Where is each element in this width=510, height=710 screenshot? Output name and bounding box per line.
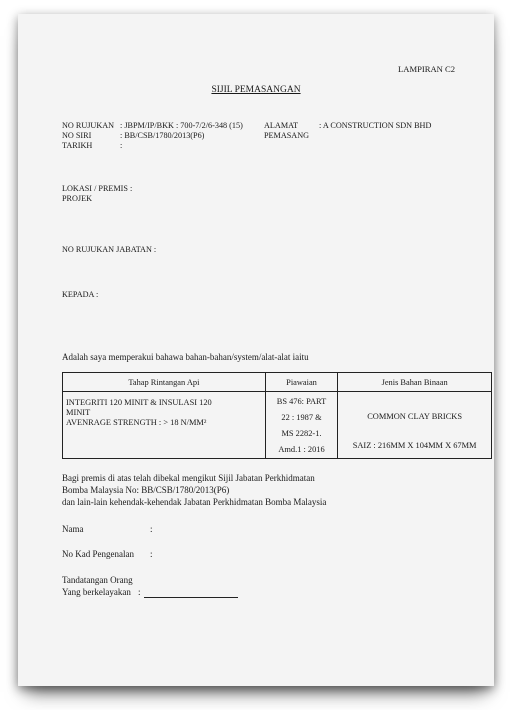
tandatangan-line: Tandatangan Orang <box>62 575 133 585</box>
table-row <box>63 392 492 459</box>
kepada-label: KEPADA : <box>62 290 99 299</box>
tarikh-value: : <box>120 141 123 150</box>
kad-pengenalan-field <box>62 549 153 560</box>
certification-statement <box>62 472 326 508</box>
bagi-line: Bagi premis di atas telah dibekal mengikut Sijil Jabatan Perkhidmatan <box>62 473 315 483</box>
bagi-line: Bomba Malaysia No: BB/CSB/1780/2013(P6) <box>62 485 230 495</box>
cell-bahan <box>338 392 492 459</box>
no-rujukan-label: NO RUJUKAN <box>62 121 115 130</box>
kad-label: No Kad Pengenalan <box>62 549 134 559</box>
reference-block <box>62 121 243 151</box>
pemasang-label: PEMASANG <box>264 131 310 140</box>
bagi-line: dan lain-lain kehendak-kehendak Jabatan Perkhidmatan Bomba Malaysia <box>62 497 327 507</box>
tarikh-label: TARIKH <box>62 141 93 150</box>
alamat-label: ALAMAT <box>264 121 299 130</box>
no-siri-label: NO SIRI <box>62 131 92 140</box>
nama-field <box>62 524 153 535</box>
piawaian-line: Amd.1 : 2016 <box>278 445 325 454</box>
nama-colon: : <box>150 524 153 534</box>
header-piawaian: Piawaian <box>265 373 337 392</box>
alamat-value: : A CONSTRUCTION SDN BHD <box>319 121 432 130</box>
no-rujukan-jabatan: NO RUJUKAN JABATAN : <box>62 245 157 254</box>
no-rujukan-value: : JBPM/IP/BKK : 700-7/2/6-348 (15) <box>120 121 243 130</box>
rintangan-line: MINIT <box>66 408 91 417</box>
piawaian-line: MS 2282-1. <box>281 429 322 438</box>
lokasi-line: LOKASI / PREMIS : <box>62 184 133 193</box>
bahan-line: SAIZ : 216MM X 104MM X 67MM <box>352 441 477 450</box>
intro-statement: Adalah saya memperakui bahawa bahan-bahan/system/alat-alat iaitu <box>62 352 309 362</box>
rintangan-line: AVENRAGE STRENGTH : > 18 N/MM² <box>66 418 207 427</box>
lokasi-block <box>62 184 132 204</box>
table-header-row <box>63 373 492 392</box>
header-bahan: Jenis Bahan Binaan <box>338 373 492 392</box>
document-title: SIJIL PEMASANGAN <box>211 85 301 95</box>
cell-piawaian <box>265 392 337 459</box>
address-block <box>264 121 431 141</box>
document-page <box>18 14 494 686</box>
header-rintangan: Tahap Rintangan Api <box>63 373 266 392</box>
piawaian-line: 22 : 1987 & <box>281 413 322 422</box>
lampiran-label: LAMPIRAN C2 <box>398 64 456 74</box>
specification-table <box>62 372 492 459</box>
piawaian-line: BS 476: PART <box>276 397 327 406</box>
rintangan-line: INTEGRITI 120 MINIT & INSULASI 120 <box>66 398 212 407</box>
signature-field <box>62 574 238 598</box>
kad-colon: : <box>150 549 153 559</box>
tandatangan-colon: : <box>138 587 141 597</box>
cell-rintangan <box>63 392 266 459</box>
tandatangan-line: Yang berkelayakan <box>62 587 131 597</box>
no-siri-value: : BB/CSB/1780/2013(P6) <box>120 131 205 140</box>
signature-line <box>144 588 238 598</box>
projek-line: PROJEK <box>62 194 93 203</box>
nama-label: Nama <box>62 524 84 534</box>
bahan-line: COMMON CLAY BRICKS <box>367 412 462 421</box>
